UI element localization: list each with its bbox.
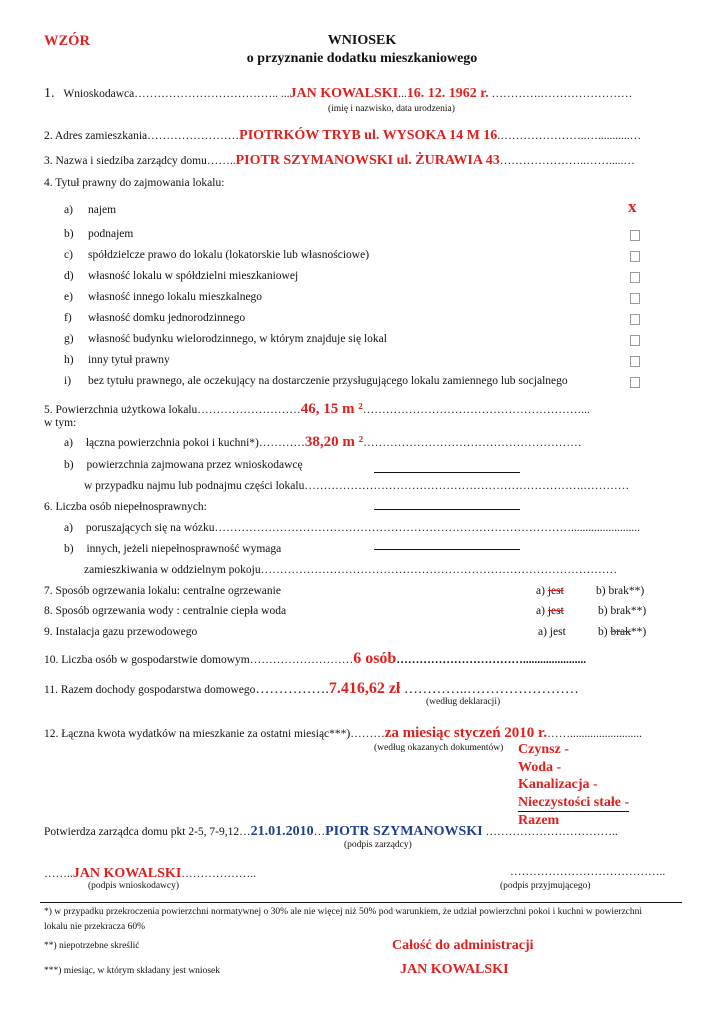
- option-text: własność lokalu w spółdzielni mieszkaniowej: [88, 270, 299, 282]
- disabled-count-line[interactable]: [374, 509, 520, 510]
- item-letter: b): [64, 459, 74, 471]
- water-heating-label: 8. Sposób ogrzewania wody : centralnie ciepła woda: [44, 605, 287, 617]
- applicant-row: [44, 86, 632, 102]
- other-disabled-label: innych, jeżeli niepełnosprawność wymaga: [86, 543, 282, 555]
- handwritten-note-admin: Całość do administracji: [392, 938, 534, 953]
- option-c: [64, 249, 370, 261]
- option-h: [64, 354, 170, 366]
- filler-dots: ……………………………..: [482, 826, 618, 838]
- address-label: 2. Adres zamieszkania……………………: [44, 130, 240, 142]
- expenses-list: [518, 741, 629, 830]
- form-title: WNIOSEK: [327, 33, 397, 48]
- option-letter: d): [64, 270, 74, 282]
- confirm-date: 21.01.2010: [250, 824, 314, 839]
- applicant-birthdate: 16. 12. 1962 r.: [406, 86, 489, 101]
- selected-checkbox-x[interactable]: x: [628, 197, 637, 216]
- option-i: [64, 375, 568, 387]
- address-value: PIOTRKÓW TRYB ul. WYSOKA 14 M 16: [239, 128, 498, 143]
- option-suffix: **): [630, 626, 647, 638]
- form-subtitle: o przyznanie dodatku mieszkaniowego: [246, 51, 478, 66]
- option-letter: g): [64, 333, 74, 345]
- occupied-area-line[interactable]: [374, 472, 520, 473]
- applicant-signature-hint: (podpis wnioskodawcy): [88, 881, 180, 891]
- rooms-area-row: [64, 434, 582, 451]
- expense-sewage: Kanalizacja -: [518, 777, 598, 792]
- empty-checkbox-icon: [630, 335, 640, 346]
- expense-total: Razem: [518, 813, 560, 828]
- household-count-row: [44, 650, 586, 668]
- option-letter: c): [64, 249, 73, 261]
- usable-area-value: 46, 15 m ²: [300, 401, 363, 417]
- empty-checkbox-icon: [630, 251, 640, 262]
- filler-dots: …………………………………………………...: [362, 404, 590, 416]
- option-text: własność domku jednorodzinnego: [88, 312, 246, 324]
- option-b: [64, 228, 134, 240]
- legal-title-label: 4. Tytuł prawny do zajmowania lokalu:: [44, 177, 225, 189]
- other-disabled-row: [64, 543, 281, 555]
- address-row: [44, 128, 641, 144]
- footnote-1: *) w przypadku przekroczenia powierzchni normatywnej o 30% ale nie więcej niż 50% pod warunkiem, że udział powierzchni pokoi i kuchni w powierzchni: [44, 907, 643, 917]
- heating-option-b[interactable]: b) brak**): [596, 585, 645, 597]
- option-letter: b): [598, 626, 608, 638]
- filler-dots: …………………………………………………: [363, 437, 582, 449]
- filler-dots: .…………………..…...........…: [497, 130, 642, 142]
- empty-checkbox-icon: [630, 293, 640, 304]
- empty-checkbox-icon: [630, 377, 640, 388]
- water-option-b[interactable]: b) brak**): [598, 605, 647, 617]
- expenses-row: [44, 725, 642, 742]
- struck-word: jest: [547, 605, 564, 617]
- heating-option-a[interactable]: [536, 585, 564, 597]
- footnote-1-cont: lokalu nie przekracza 60%: [44, 922, 146, 932]
- expenses-label: 12. Łączna kwota wydatków na mieszkanie za ostatni miesiąc***)………: [44, 728, 385, 740]
- empty-checkbox-icon: [630, 230, 640, 241]
- option-text: podnajem: [88, 228, 134, 240]
- footnote-3: ***) miesiąc, w którym składany jest wniosek: [44, 966, 220, 976]
- including-label: w tym:: [44, 417, 77, 429]
- struck-word: brak: [610, 626, 631, 638]
- separate-room-label: zamieszkiwania w oddzielnym pokoju…………………………………………………………………………………: [84, 564, 618, 576]
- option-d: [64, 270, 299, 282]
- option-e: [64, 291, 263, 303]
- applicant-signature-name: JAN KOWALSKI: [72, 866, 182, 881]
- water-option-a[interactable]: [536, 605, 564, 617]
- wheelchair-row: [64, 522, 640, 534]
- income-row: [44, 680, 579, 698]
- item-letter: a): [64, 522, 73, 534]
- option-a: [64, 204, 117, 216]
- option-letter: e): [64, 291, 73, 303]
- sample-watermark-label: WZÓR: [44, 33, 90, 49]
- manager-value: PIOTR SZYMANOWSKI ul. ŻURAWIA 43: [235, 153, 500, 168]
- empty-checkbox-icon: [630, 314, 640, 325]
- usable-area-label: 5. Powierzchnia użytkowa lokalu………………………: [44, 404, 301, 416]
- separator: …: [313, 826, 326, 838]
- expense-water: Woda -: [518, 759, 562, 775]
- filler-dots: …………..……………………: [400, 682, 579, 697]
- empty-checkbox-icon: [630, 272, 640, 283]
- occupied-area-row: [64, 459, 303, 471]
- disabled-count-label: 6. Liczba osób niepełnosprawnych:: [44, 501, 207, 513]
- checkbox-c[interactable]: [630, 251, 640, 265]
- option-letter: a): [536, 585, 545, 597]
- rooms-area-label: łączna powierzchnia pokoi i kuchni*)…………: [85, 437, 305, 449]
- checkbox-h[interactable]: [630, 356, 640, 370]
- expenses-hint: (według okazanych dokumentów): [374, 743, 504, 753]
- household-count-value: 6 osób: [353, 650, 397, 667]
- footnote-2: **) niepotrzebne skreślić: [44, 941, 140, 951]
- occupied-area-label: powierzchnia zajmowana przez wnioskodawcę: [86, 459, 303, 471]
- handwritten-note-name: JAN KOWALSKI: [400, 962, 509, 977]
- filler-dots: …………………..…….....…: [499, 155, 635, 167]
- heating-label: 7. Sposób ogrzewania lokalu: centralne ogrzewanie: [44, 585, 281, 597]
- option-letter: i): [64, 375, 72, 387]
- option-text: własność budynku wielorodzinnego, w którym znajduje się lokal: [88, 333, 387, 345]
- option-letter: f): [64, 312, 72, 324]
- gas-label: 9. Instalacja gazu przewodowego: [44, 626, 198, 638]
- option-letter: h): [64, 354, 74, 366]
- usable-area-row: [44, 401, 590, 418]
- expense-waste: Nieczystości stałe -: [518, 794, 629, 813]
- confirm-name: PIOTR SZYMANOWSKI: [325, 824, 483, 839]
- filler-dots: ……………………………......................: [396, 654, 587, 666]
- separator: ...: [398, 88, 407, 100]
- gas-option-a[interactable]: a) jest: [538, 626, 566, 638]
- income-hint: (według deklaracji): [426, 697, 501, 707]
- option-text: inny tytuł prawny: [88, 354, 170, 366]
- footnote-divider: [40, 902, 682, 903]
- income-label: 11. Razem dochody gospodarstwa domowego: [44, 684, 256, 696]
- receiver-signature-line[interactable]: …………………………………..: [510, 866, 666, 878]
- struck-word: jest: [547, 585, 564, 597]
- filler-dots: ………………..: [181, 868, 257, 880]
- occupied-area-label-2: w przypadku najmu lub podnajmu części lokalu……………………………………………………………….…………: [84, 480, 630, 492]
- option-text: bez tytułu prawnego, ale oczekujący na dostarczenie przysługującego lokalu zamiennego lub socjalnego: [88, 375, 568, 387]
- option-letter: b): [64, 228, 74, 240]
- other-disabled-line[interactable]: [374, 549, 520, 550]
- checkbox-i[interactable]: [630, 377, 640, 391]
- confirm-label: Potwierdza zarządca domu pkt 2-5, 7-9,12…: [44, 826, 251, 838]
- receiver-signature-hint: (podpis przyjmującego): [500, 881, 591, 891]
- income-value: 7.416,62 zł: [328, 680, 401, 697]
- checkbox-f[interactable]: [630, 314, 640, 328]
- filler-dots: …………….: [255, 682, 329, 697]
- manager-confirmation-row: [44, 824, 618, 840]
- option-text: spółdzielcze prawo do lokalu (lokatorskie lub własnościowe): [88, 249, 370, 261]
- checkbox-d[interactable]: [630, 272, 640, 286]
- filler-dots: ………….……………………: [488, 88, 633, 100]
- applicant-signature[interactable]: [44, 866, 256, 882]
- checkbox-g[interactable]: [630, 335, 640, 349]
- applicant-name: JAN KOWALSKI: [289, 86, 399, 101]
- option-f: [64, 312, 246, 324]
- option-text: własność innego lokalu mieszkalnego: [88, 291, 263, 303]
- expense-rent: Czynsz -: [518, 742, 569, 757]
- manager-label: 3. Nazwa i siedziba zarządcy domu……..: [44, 155, 236, 167]
- filler-dots: ……..: [44, 868, 73, 880]
- applicant-label: Wnioskodawca……………………………….. ...: [63, 88, 290, 100]
- expenses-value: za miesiąc styczeń 2010 r.: [384, 725, 548, 741]
- option-letter: a): [64, 204, 73, 216]
- manager-row: [44, 153, 635, 169]
- option-letter: a): [536, 605, 545, 617]
- option-g: [64, 333, 387, 345]
- rooms-area-value: 38,20 m ²: [304, 434, 364, 450]
- item-letter: b): [64, 543, 74, 555]
- applicant-hint: (imię i nazwisko, data urodzenia): [328, 104, 455, 114]
- row-number: 1.: [44, 86, 55, 101]
- household-count-label: 10. Liczba osób w gospodarstwie domowym………………………: [44, 654, 354, 666]
- gas-option-b[interactable]: [598, 626, 646, 638]
- wheelchair-label: poruszających się na wózku…………………………………………………………………………………........................: [85, 522, 640, 534]
- item-letter: a): [64, 437, 73, 449]
- option-text: najem: [88, 204, 117, 216]
- manager-signature-hint: (podpis zarządcy): [344, 840, 412, 850]
- filler-dots: …….........................: [547, 728, 642, 740]
- checkbox-e[interactable]: [630, 293, 640, 307]
- empty-checkbox-icon: [630, 356, 640, 367]
- checkbox-b[interactable]: [630, 230, 640, 244]
